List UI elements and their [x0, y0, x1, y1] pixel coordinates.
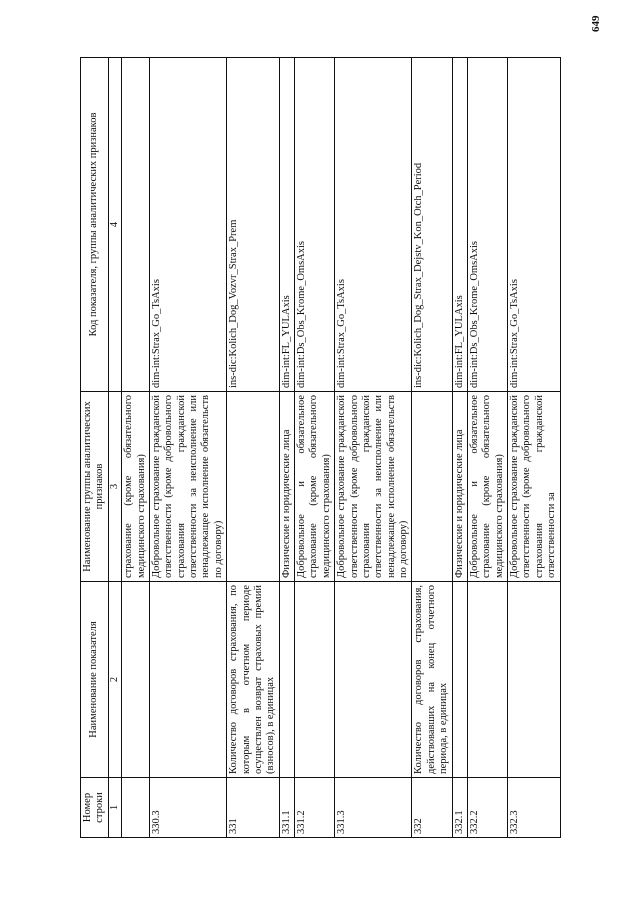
indicator-code: dim-int:Strax_Go_TsAxis — [335, 58, 412, 392]
indicator-name: Количество договоров страхования, действовавших на конец отчетного периода, в единицах — [412, 582, 452, 778]
row-number: 332.2 — [467, 778, 507, 838]
group-name: страхование (кроме обязательного медицинского страхования) — [122, 392, 150, 582]
header-row — [81, 58, 109, 838]
row-number: 330.3 — [149, 778, 226, 838]
indicator-name — [335, 582, 412, 778]
table-row — [508, 58, 561, 838]
indicator-name — [295, 582, 335, 778]
indicator-name — [279, 582, 294, 778]
column-index-row — [108, 58, 121, 838]
group-name — [227, 392, 280, 582]
indicator-table — [80, 57, 561, 838]
group-name: Добровольное страхование гражданской ответственности (кроме добровольного страхования гражданской ответственности за неисполнение или ненадлежащее исполнение обязательств по договору) — [335, 392, 412, 582]
row-number: 332.1 — [452, 778, 467, 838]
indicator-code: dim-int:FL_YULAxis — [452, 58, 467, 392]
group-name: Физические и юридические лица — [279, 392, 294, 582]
indicator-code: dim-int:Ds_Obs_Krome_OmsAxis — [295, 58, 335, 392]
row-number — [122, 778, 150, 838]
row-number: 332.3 — [508, 778, 561, 838]
row-number: 332 — [412, 778, 452, 838]
column-index: 3 — [108, 392, 121, 582]
indicator-code: ins-dic:Kolich_Dog_Vozvr_Strax_Prem — [227, 58, 280, 392]
row-number: 331.2 — [295, 778, 335, 838]
column-index: 1 — [108, 778, 121, 838]
indicator-code: dim-int:Strax_Go_TsAxis — [149, 58, 226, 392]
header-code: Код показателя, группы аналитических признаков — [81, 58, 109, 392]
group-name: Добровольное страхование гражданской ответственности (кроме добровольного страхования гражданской ответственности за неисполнение или ненадлежащее исполнение обязательств по договору) — [149, 392, 226, 582]
group-name: Добровольное страхование гражданской ответственности (кроме добровольного страхования гражданской ответственности за — [508, 392, 561, 582]
row-number: 331.3 — [335, 778, 412, 838]
indicator-code: dim-int:FL_YULAxis — [279, 58, 294, 392]
header-row-number: Номер строки — [81, 778, 109, 838]
table-row — [335, 58, 412, 838]
table-row — [149, 58, 226, 838]
indicator-name — [149, 582, 226, 778]
group-name: Добровольное и обязательное страхование (кроме обязательного медицинского страхования) — [467, 392, 507, 582]
indicator-name: Количество договоров страхования, по которым в отчетном периоде осуществлен возврат страховых премий (взносов), в единицах — [227, 582, 280, 778]
header-group-name: Наименование группы аналитических признаков — [81, 392, 109, 582]
table-row — [412, 58, 452, 838]
group-name: Физические и юридические лица — [452, 392, 467, 582]
indicator-name — [508, 582, 561, 778]
table-row — [279, 58, 294, 838]
table-row — [122, 58, 150, 838]
indicator-name — [122, 582, 150, 778]
group-name: Добровольное и обязательное страхование (кроме обязательного медицинского страхования) — [295, 392, 335, 582]
column-index: 2 — [108, 582, 121, 778]
header-indicator-name: Наименование показателя — [81, 582, 109, 778]
rotated-page — [80, 58, 580, 838]
indicator-code: dim-int:Ds_Obs_Krome_OmsAxis — [467, 58, 507, 392]
indicator-code: dim-int:Strax_Go_TsAxis — [508, 58, 561, 392]
indicator-name — [467, 582, 507, 778]
table-row — [467, 58, 507, 838]
indicator-code — [122, 58, 150, 392]
table-row — [295, 58, 335, 838]
indicator-name — [452, 582, 467, 778]
row-number: 331 — [227, 778, 280, 838]
table-row — [227, 58, 280, 838]
group-name — [412, 392, 452, 582]
table-row — [452, 58, 467, 838]
column-index: 4 — [108, 58, 121, 392]
indicator-code: ins-dic:Kolich_Dog_Strax_Dejstv_Kon_Otch_Period — [412, 58, 452, 392]
page-number: 649 — [590, 15, 602, 32]
row-number: 331.1 — [279, 778, 294, 838]
